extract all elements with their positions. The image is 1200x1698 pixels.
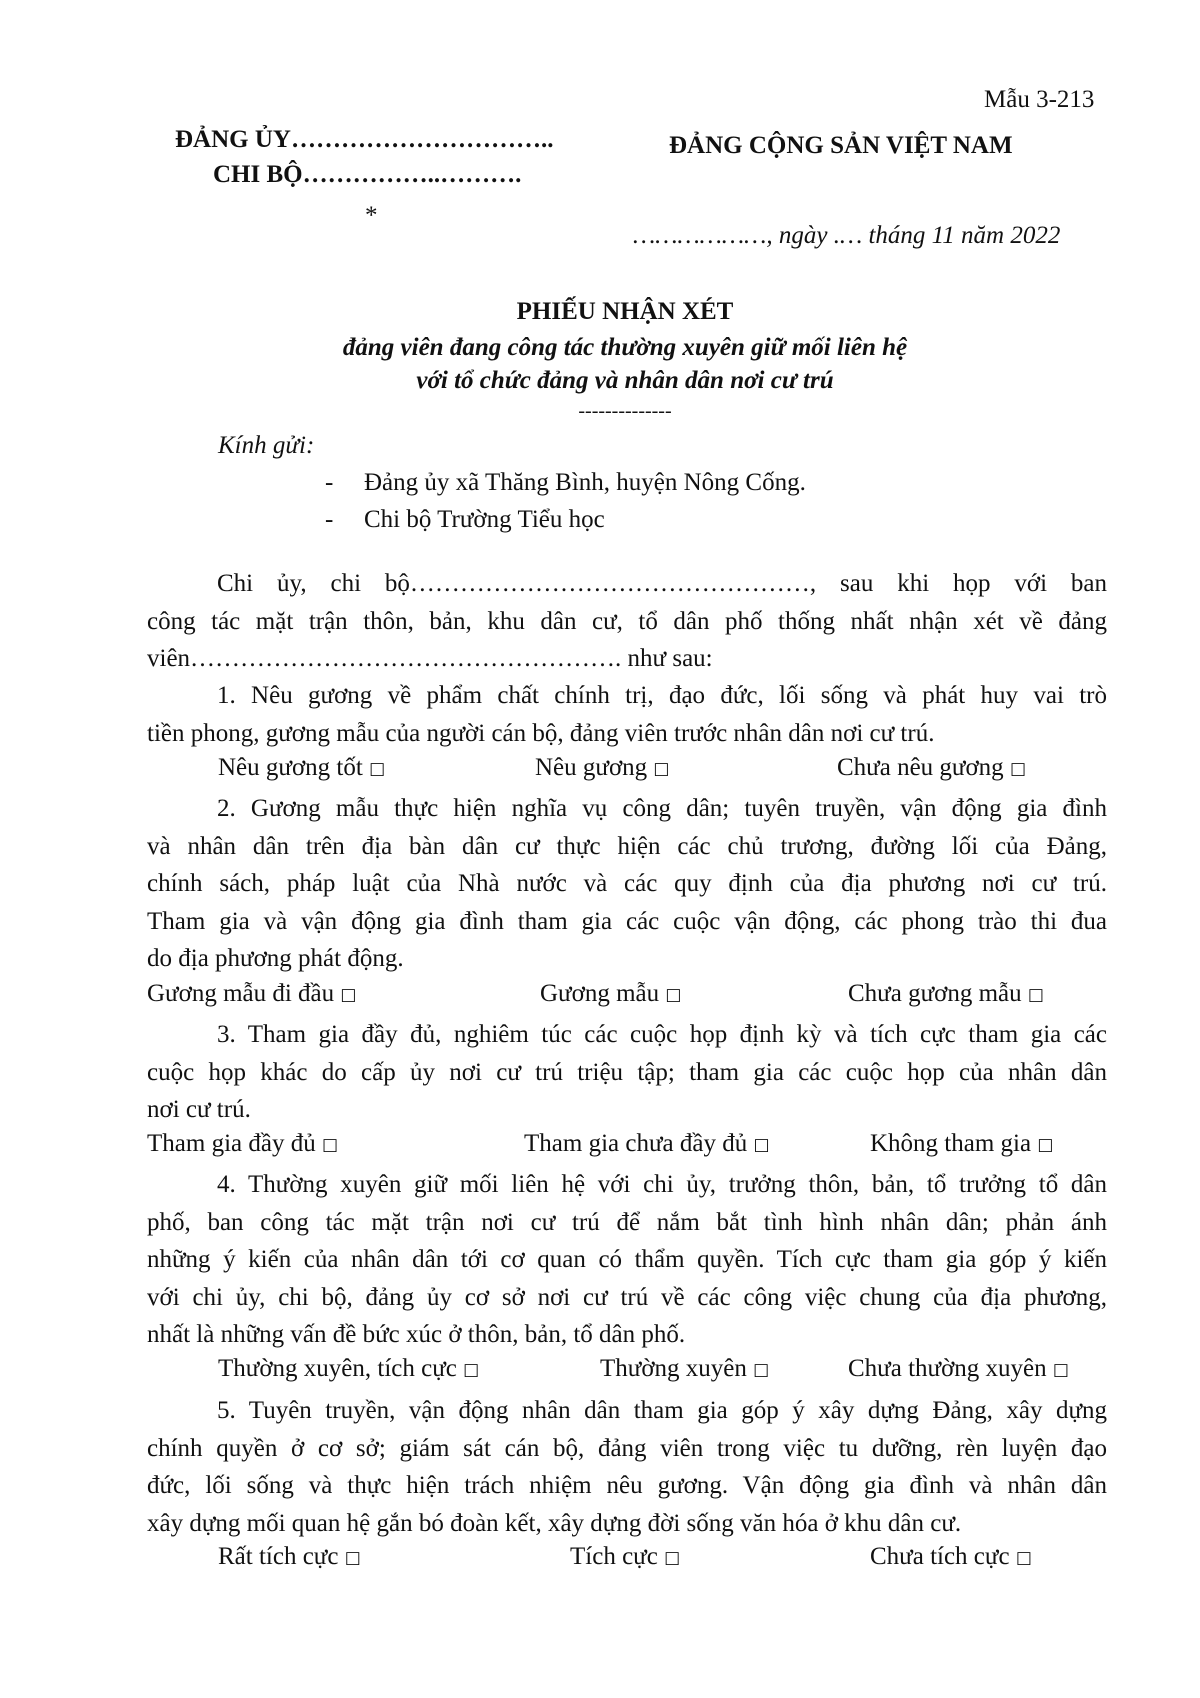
criterion-3-text xyxy=(147,1016,1107,1129)
paragraph-line: công tác mặt trận thôn, bản, khu dân cư, tổ dân phố thống nhất nhận xét về đảng xyxy=(147,607,1107,635)
option-label: Chưa nêu gương xyxy=(837,754,1004,781)
paragraph-line: 2. Gương mẫu thực hiện nghĩa vụ công dân; tuyên truyền, vận động gia đình xyxy=(217,795,1107,822)
option-label: Chưa gương mẫu xyxy=(848,980,1022,1007)
criterion-5-options xyxy=(0,1543,1200,1579)
option-label: Tham gia chưa đầy đủ xyxy=(524,1130,748,1157)
option-label: Không tham gia xyxy=(870,1130,1032,1157)
paragraph-line: đức, lối sống và thực hiện trách nhiệm nêu gương. Vận động gia đình và nhân dân xyxy=(147,1472,1107,1499)
document-title: PHIẾU NHẬN XÉT xyxy=(516,298,734,325)
criterion-5-text xyxy=(147,1392,1107,1542)
option-label: Nêu gương tốt xyxy=(218,754,363,781)
checkbox-icon[interactable]: □ xyxy=(344,1548,361,1568)
party-name: ĐẢNG CỘNG SẢN VIỆT NAM xyxy=(669,132,1013,159)
paragraph-line: chính sách, pháp luật của Nhà nước và các quy định của địa phương nơi cư trú. xyxy=(147,870,1107,897)
rating-option[interactable] xyxy=(837,754,1026,782)
option-label: Chưa thường xuyên xyxy=(848,1355,1047,1382)
paragraph-line: chính quyền ở cơ sở; giám sát cán bộ, đảng viên trong việc tu dưỡng, rèn luyện đạo xyxy=(147,1434,1107,1462)
paragraph-line: những ý kiến của nhân dân tới cơ quan có thẩm quyền. Tích cực tham gia góp ý kiến xyxy=(147,1246,1107,1273)
recipients-label: Kính gửi: xyxy=(218,432,315,459)
criterion-2-text xyxy=(147,790,1107,978)
checkbox-icon[interactable]: □ xyxy=(753,1360,770,1380)
criterion-4-text xyxy=(147,1166,1107,1354)
checkbox-icon[interactable]: □ xyxy=(321,1135,339,1155)
rating-option[interactable] xyxy=(218,1543,361,1571)
date-line: ………………, ngày .… tháng 11 năm 2022 xyxy=(633,222,1061,249)
rating-option[interactable] xyxy=(540,980,681,1008)
recipient-item: Đảng ủy xã Thăng Bình, huyện Nông Cống. xyxy=(364,469,806,496)
paragraph-line: Tham gia và vận động gia đình tham gia các cuộc vận động, các phong trào thi đua xyxy=(147,907,1107,935)
form-code: Mẫu 3-213 xyxy=(984,86,1095,113)
paragraph-line: 3. Tham gia đầy đủ, nghiêm túc các cuộc họp định kỳ và tích cực tham gia các xyxy=(217,1021,1107,1048)
paragraph-line: 4. Thường xuyên giữ mối liên hệ với chi ủy, trưởng thôn, bản, tổ trưởng tổ dân xyxy=(217,1171,1107,1198)
rating-option[interactable] xyxy=(535,754,669,782)
option-label: Nêu gương xyxy=(535,754,648,781)
checkbox-icon[interactable]: □ xyxy=(1052,1360,1069,1380)
criterion-1-options xyxy=(0,754,1200,790)
checkbox-icon[interactable]: □ xyxy=(1037,1135,1054,1155)
intro-paragraph xyxy=(147,565,1107,678)
rating-option[interactable] xyxy=(570,1543,680,1571)
paragraph-line: 5. Tuyên truyền, vận động nhân dân tham gia góp ý xây dựng Đảng, xây dựng xyxy=(217,1397,1107,1424)
option-label: Tích cực xyxy=(570,1543,658,1570)
recipient-bullet: - xyxy=(325,506,334,533)
option-label: Gương mẫu xyxy=(540,980,660,1007)
option-label: Thường xuyên xyxy=(600,1355,747,1382)
checkbox-icon[interactable]: □ xyxy=(463,1360,480,1380)
recipient-bullet: - xyxy=(325,469,334,496)
rating-option[interactable] xyxy=(218,754,385,782)
criterion-2-options xyxy=(0,980,1200,1016)
paragraph-line: xây dựng mối quan hệ gắn bó đoàn kết, xây dựng đời sống văn hóa ở khu dân cư. xyxy=(147,1509,962,1537)
document-subtitle-1: đảng viên đang công tác thường xuyên giữ mối liên hệ xyxy=(342,334,908,361)
paragraph-line: và nhân dân trên địa bàn dân cư thực hiện các chủ trương, đường lối của Đảng, xyxy=(147,832,1107,860)
option-label: Tham gia đầy đủ xyxy=(147,1130,316,1157)
criterion-1-text xyxy=(147,677,1107,752)
party-committee-label: ĐẢNG ỦY………………………….. xyxy=(175,126,554,153)
paragraph-line: 1. Nêu gương về phẩm chất chính trị, đạo đức, lối sống và phát huy vai trò xyxy=(217,682,1107,709)
checkbox-icon[interactable]: □ xyxy=(1015,1548,1032,1568)
rating-option[interactable] xyxy=(870,1543,1032,1571)
rating-option[interactable] xyxy=(848,980,1044,1008)
paragraph-line: nhất là những vấn đề bức xúc ở thôn, bản, tổ dân phố. xyxy=(147,1321,686,1348)
rating-option[interactable] xyxy=(524,1130,770,1158)
criterion-3-options xyxy=(0,1130,1200,1166)
checkbox-icon[interactable]: □ xyxy=(1009,759,1026,779)
paragraph-line: phố, ban công tác mặt trận nơi cư trú để nắm bắt tình hình nhân dân; phản ánh xyxy=(147,1208,1107,1236)
rating-option[interactable] xyxy=(218,1355,479,1383)
recipient-item: Chi bộ Trường Tiểu học xyxy=(364,506,605,533)
rating-option[interactable] xyxy=(147,980,356,1008)
paragraph-line: do địa phương phát động. xyxy=(147,945,404,972)
checkbox-icon[interactable]: □ xyxy=(369,759,386,779)
checkbox-icon[interactable]: □ xyxy=(340,985,357,1005)
rating-option[interactable] xyxy=(870,1130,1053,1158)
rating-option[interactable] xyxy=(600,1355,769,1383)
option-label: Rất tích cực xyxy=(218,1543,339,1570)
party-cell-label: CHI BỘ……………..………. xyxy=(213,161,522,188)
checkbox-icon[interactable]: □ xyxy=(665,985,682,1005)
rating-option[interactable] xyxy=(848,1355,1069,1383)
checkbox-icon[interactable]: □ xyxy=(664,1548,681,1568)
criterion-4-options xyxy=(0,1355,1200,1391)
header-star: * xyxy=(365,202,378,229)
paragraph-line: nơi cư trú. xyxy=(147,1096,251,1123)
title-divider: -------------- xyxy=(578,400,672,422)
checkbox-icon[interactable]: □ xyxy=(753,1135,770,1155)
option-label: Chưa tích cực xyxy=(870,1543,1010,1570)
paragraph-line: tiền phong, gương mẫu của người cán bộ, đảng viên trước nhân dân nơi cư trú. xyxy=(147,719,935,747)
option-label: Thường xuyên, tích cực xyxy=(218,1355,457,1382)
rating-option[interactable] xyxy=(147,1130,338,1158)
checkbox-icon[interactable]: □ xyxy=(653,759,670,779)
option-label: Gương mẫu đi đầu xyxy=(147,980,335,1007)
document-subtitle-2: với tổ chức đảng và nhân dân nơi cư trú xyxy=(416,367,834,394)
paragraph-line: với chi ủy, chi bộ, đảng ủy cơ sở nơi cư trú về các công việc chung của địa phương, xyxy=(147,1283,1107,1311)
checkbox-icon[interactable]: □ xyxy=(1027,985,1044,1005)
paragraph-line: Chi ủy, chi bộ…………………………………………, sau khi họp với ban xyxy=(217,570,1107,597)
paragraph-line: viên……………………………………………. như sau: xyxy=(147,645,713,672)
paragraph-line: cuộc họp khác do cấp ủy nơi cư trú triệu tập; tham gia các cuộc họp của nhân dân xyxy=(147,1058,1107,1086)
